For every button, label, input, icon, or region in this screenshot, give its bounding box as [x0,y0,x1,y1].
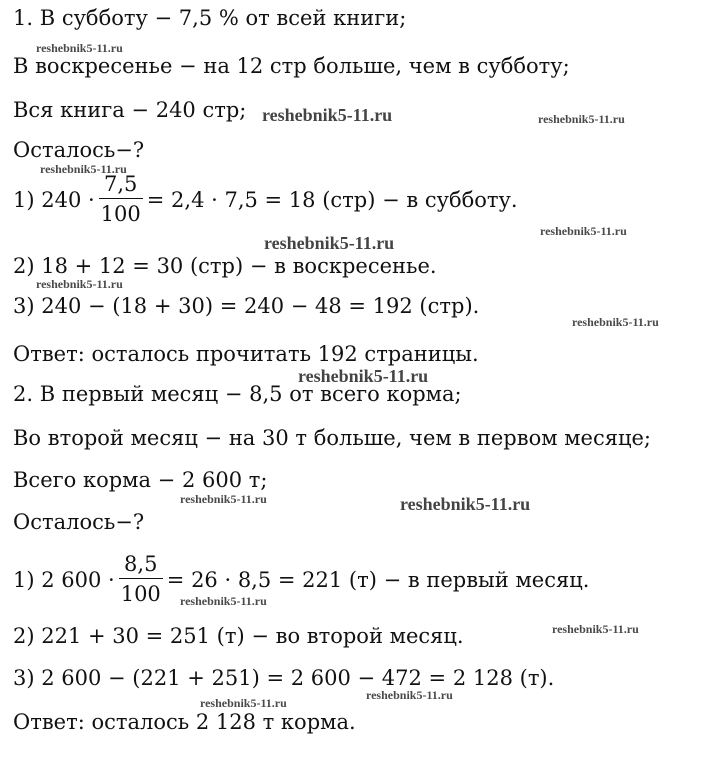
fraction-numerator: 7,5 [104,172,138,196]
step-1-prefix: 1) 2 600 · [13,568,115,592]
watermark: reshebnik5-11.ru [572,315,659,329]
problem-2-given-line-4: Осталось−? [13,510,145,534]
problem-1-given-line-3: Вся книга − 240 стр; [13,98,247,122]
problem-2-step-2: 2) 221 + 30 = 251 (т) − во второй месяц. [13,624,464,648]
problem-1-given-line-4: Осталось−? [13,138,145,162]
problem-2-step-3: 3) 2 600 − (221 + 251) = 2 600 − 472 = 2 128 (т). [13,666,555,690]
fraction [119,550,163,609]
fraction-numerator: 8,5 [124,552,158,576]
problem-2-step-1 [13,552,589,611]
watermark: reshebnik5-11.ru [540,224,627,238]
watermark: reshebnik5-11.ru [36,277,123,291]
step-1-suffix: = 26 · 8,5 = 221 (т) − в первый месяц. [166,568,590,592]
fraction-denominator: 100 [99,198,143,229]
watermark: reshebnik5-11.ru [552,622,639,636]
watermark: reshebnik5-11.ru [180,594,267,608]
watermark: reshebnik5-11.ru [538,112,625,126]
problem-1-step-2: 2) 18 + 12 = 30 (стр) − в воскресенье. [13,254,437,278]
problem-1-answer: Ответ: осталось прочитать 192 страницы. [13,342,479,366]
fraction-denominator: 100 [119,578,163,609]
problem-1-step-3: 3) 240 − (18 + 30) = 240 − 48 = 192 (стр). [13,294,480,318]
step-1-suffix: = 2,4 · 7,5 = 18 (стр) − в субботу. [146,188,518,212]
problem-1-step-1 [13,172,518,231]
watermark: reshebnik5-11.ru [36,41,123,55]
watermark: reshebnik5-11.ru [366,688,453,702]
watermark: reshebnik5-11.ru [264,233,395,253]
problem-1-given-line-1: 1. В субботу − 7,5 % от всей книги; [13,6,407,30]
watermark: reshebnik5-11.ru [180,492,267,506]
watermark: reshebnik5-11.ru [262,105,393,125]
watermark: reshebnik5-11.ru [200,696,287,710]
problem-2-given-line-1: 2. В первый месяц − 8,5 от всего корма; [13,382,462,406]
step-1-prefix: 1) 240 · [13,188,95,212]
watermark: reshebnik5-11.ru [400,494,531,514]
problem-2-given-line-2: Во второй месяц − на 30 т больше, чем в первом месяце; [13,426,651,450]
problem-2-given-line-3: Всего корма − 2 600 т; [13,468,268,492]
fraction [99,170,143,229]
watermark: reshebnik5-11.ru [40,162,127,176]
problem-2-answer: Ответ: осталось 2 128 т корма. [13,710,356,734]
problem-1-given-line-2: В воскресенье − на 12 стр больше, чем в субботу; [13,54,570,78]
watermark: reshebnik5-11.ru [298,366,429,386]
